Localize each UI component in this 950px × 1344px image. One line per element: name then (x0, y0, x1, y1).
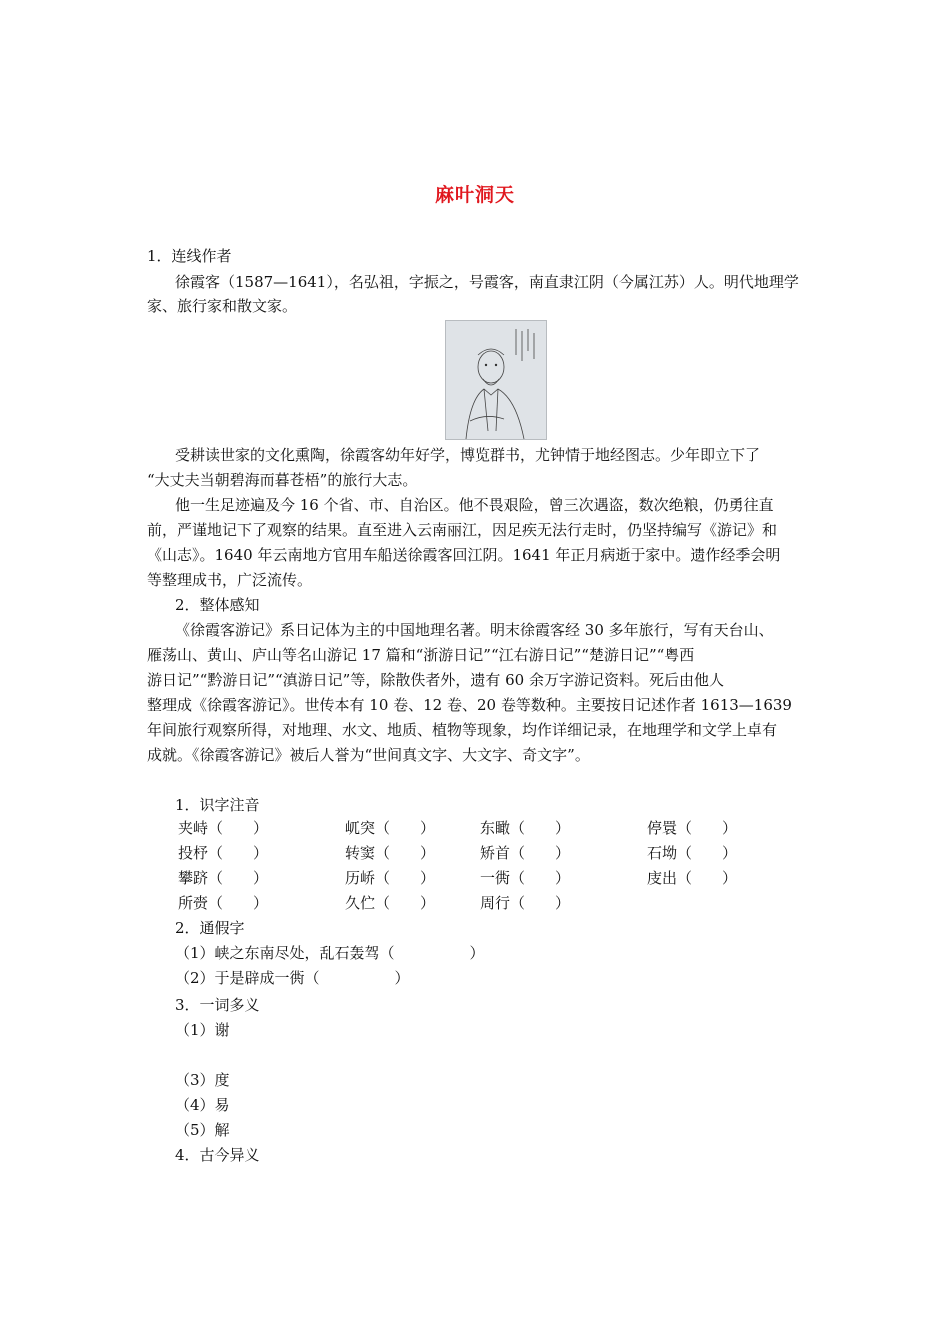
polysemy-item: （1）谢 (175, 1021, 230, 1039)
exercise-heading-tongjia: 2．通假字 (175, 919, 245, 937)
polysemy-item: （3）度 (175, 1071, 230, 1089)
exercise-heading-gujin: 4．古今异义 (175, 1146, 260, 1164)
pinyin-item: 矫首（ ） (480, 844, 571, 862)
pinyin-item: 屼突（ ） (345, 819, 436, 837)
bio-text-line: 《山志》。1640 年云南地方官用车船送徐霞客回江阴。1641 年正月病逝于家中。遗作经季会明 (147, 546, 781, 564)
pinyin-item: 周行（ ） (480, 894, 571, 912)
overview-text-line: 整理成《徐霞客游记》。世传本有 10 卷、12 卷、20 卷等数种。主要按日记述作者 1613—1639 (147, 696, 792, 714)
bio-text-line: 等整理成书，广泛流传。 (147, 571, 313, 589)
bio-text-line: 前，严谨地记下了观察的结果。直至进入云南丽江，因足疾无法行走时，仍坚持编写《游记》和 (147, 521, 778, 539)
pinyin-item: 石坳（ ） (647, 844, 738, 862)
pinyin-item: 所赍（ ） (178, 894, 269, 912)
pinyin-item: 久伫（ ） (345, 894, 436, 912)
bio-text-line: 受耕读世家的文化熏陶，徐霞客幼年好学，博览群书，尤钟情于地经图志。少年即立下了 (175, 446, 761, 464)
pinyin-item: 转窦（ ） (345, 844, 436, 862)
exercise-heading-polysemy: 3．一词多义 (175, 996, 260, 1014)
tongjia-item: （2）于是辟成一衖（ ） (175, 969, 410, 987)
author-portrait (445, 320, 547, 440)
overview-text-line: 《徐霞客游记》系日记体为主的中国地理名著。明末徐霞客经 30 多年旅行，写有天台山、 (175, 621, 774, 639)
pinyin-item: 投杼（ ） (178, 844, 269, 862)
overview-text-line: 年间旅行观察所得，对地理、水文、地质、植物等现象，均作详细记录，在地理学和文学上卓有 (147, 721, 778, 739)
page-title: 麻叶洞天 (434, 184, 515, 206)
pinyin-item: 庋出（ ） (647, 869, 738, 887)
pinyin-item: 东瞰（ ） (480, 819, 571, 837)
pinyin-item: 一衖（ ） (480, 869, 571, 887)
bio-text-line: 他一生足迹遍及今 16 个省、市、自治区。他不畏艰险，曾三次遇盗，数次绝粮，仍勇往直 (175, 496, 774, 514)
section-heading-author: 1．连线作者 (147, 247, 232, 265)
bio-text-line: “大丈夫当朝碧海而暮苍梧”的旅行大志。 (147, 471, 418, 489)
overview-text-line: 成就。《徐霞客游记》被后人誉为“世间真文字、大文字、奇文字”。 (147, 746, 590, 764)
overview-text-line: 雁荡山、黄山、庐山等名山游记 17 篇和“浙游日记”“江右游日记”“楚游日记”“粤西 (147, 646, 695, 664)
exercise-heading-pinyin: 1．识字注音 (175, 796, 260, 814)
overview-text-line: 游日记”“黔游日记”“滇游日记”等，除散佚者外，遗有 60 余万字游记资料。死后由他人 (147, 671, 724, 689)
author-text-line: 徐霞客（1587—1641），名弘祖，字振之，号霞客，南直隶江阴（今属江苏）人。明代地理学 (175, 273, 799, 291)
author-text-line: 家、旅行家和散文家。 (147, 297, 298, 315)
section-heading-overview: 2．整体感知 (175, 596, 260, 614)
tongjia-item: （1）峡之东南尽处，乱石轰驾（ ） (175, 944, 485, 962)
pinyin-item: 攀跻（ ） (178, 869, 269, 887)
polysemy-item: （5）解 (175, 1121, 230, 1139)
polysemy-item: （4）易 (175, 1096, 230, 1114)
pinyin-item: 停睘（ ） (647, 819, 738, 837)
pinyin-item: 夹峙（ ） (178, 819, 269, 837)
pinyin-item: 历峤（ ） (345, 869, 436, 887)
